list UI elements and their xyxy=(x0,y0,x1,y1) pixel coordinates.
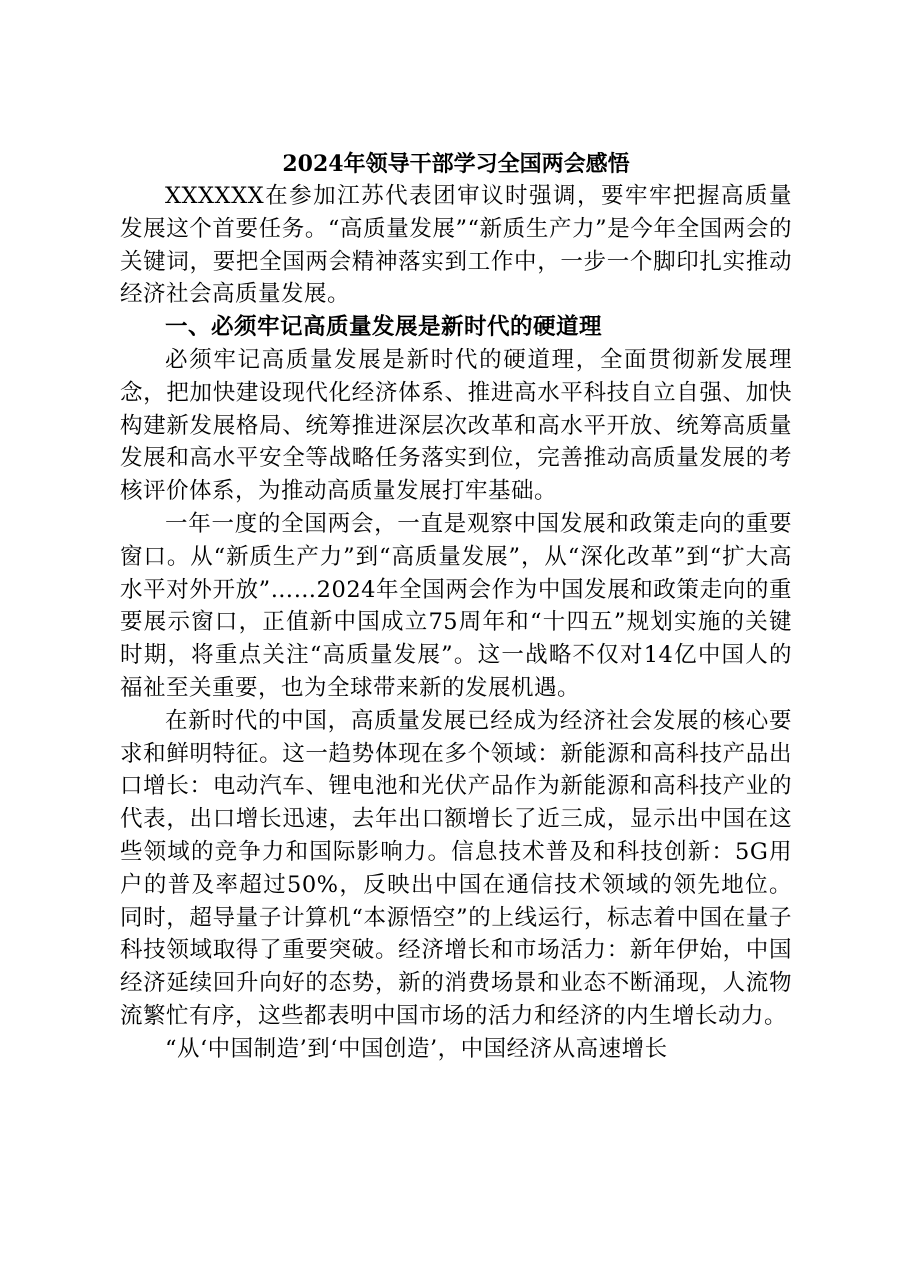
document-body xyxy=(120,148,792,1066)
intro-paragraph: XXXXXX在参加江苏代表团审议时强调，要牢牢把握高质量发展这个首要任务。“高质量发展”“新质生产力”是今年全国两会的关键词，要把全国两会精神落实到工作中，一步一个脚印扎实推动经济社会高质量发展。 xyxy=(120,183,792,308)
document-title: 2024年领导干部学习全国两会感悟 xyxy=(282,151,630,177)
section-heading: 一、必须牢记高质量发展是新时代的硬道理 xyxy=(165,314,603,341)
paragraph-new-era: 在新时代的中国，高质量发展已经成为经济社会发展的核心要求和鲜明特征。这一趋势体现在多个领域：新能源和高科技产品出口增长：电动汽车、锂电池和光伏产品作为新能源和高科技产业的代表，出口增长迅速，去年出口额增长了近三成，显示出中国在这些领域的竞争力和国际影响力。信息技术普及和科技创新：5G用户的普及率超过50%，反映出中国在通信技术领域的领先地位。同时，超导量子计算机“本源悟空”的上线运行，标志着中国在量子科技领域取得了重要突破。经济增长和市场活力：新年伊始，中国经济延续回升向好的态势，新的消费场景和业态不断涌现，人流物流繁忙有序，这些都表明中国市场的活力和经济的内生增长动力。 xyxy=(120,707,792,1029)
paragraph-made-to-created: “从‘中国制造’到‘中国创造’，中国经济从高速增长 xyxy=(165,1035,668,1062)
paragraph-two-sessions: 一年一度的全国两会，一直是观察中国发展和政策走向的重要窗口。从“新质生产力”到“高质量发展”，从“深化改革”到“扩大高水平对外开放”……2024年全国两会作为中国发展和政策走向的重要展示窗口，正值新中国成立75周年和“十四五”规划实施的关键时期，将重点关注“高质量发展”。这一战略不仅对14亿中国人的福祉至关重要，也为全球带来新的发展机遇。 xyxy=(120,510,792,701)
paragraph-requirements: 必须牢记高质量发展是新时代的硬道理，全面贯彻新发展理念，把加快建设现代化经济体系、推进高水平科技自立自强、加快构建新发展格局、统筹推进深层次改革和高水平开放、统筹高质量发展和高水平安全等战略任务落实到位，完善推动高质量发展的考核评价体系，为推动高质量发展打牢基础。 xyxy=(120,346,792,505)
